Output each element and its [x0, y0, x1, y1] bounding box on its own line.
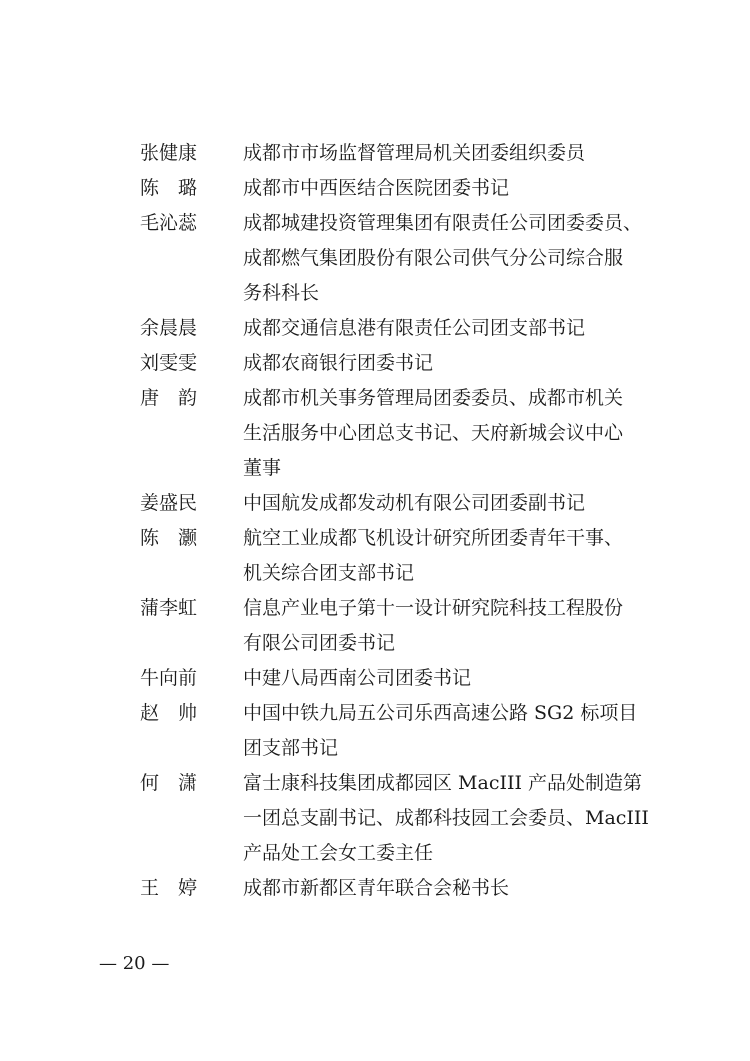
member-organization [243, 136, 680, 171]
member-organization [243, 696, 680, 766]
organization-line: 董事 [243, 457, 282, 479]
member-name: 毛沁蕊 [140, 212, 198, 234]
member-entry [140, 661, 680, 696]
member-organization [243, 591, 680, 661]
member-organization [243, 346, 680, 381]
member-name: 陈 璐 [140, 177, 198, 199]
organization-line: 成都城建投资管理集团有限责任公司团委委员、 [243, 212, 643, 234]
member-organization [243, 311, 680, 346]
member-entry [140, 136, 680, 171]
member-name: 赵 帅 [140, 702, 198, 724]
page-number: — 20 — [99, 953, 170, 974]
member-organization [243, 521, 680, 591]
organization-line: 中建八局西南公司团委书记 [243, 667, 472, 689]
organization-line: 中国中铁九局五公司乐西高速公路 SG2 标项目 [243, 702, 638, 724]
member-name: 刘雯雯 [140, 352, 198, 374]
member-name: 蒲李虹 [140, 597, 198, 619]
organization-line: 航空工业成都飞机设计研究所团委青年干事、 [243, 527, 624, 549]
member-entry [140, 381, 680, 486]
member-entry [140, 871, 680, 906]
organization-line: 团支部书记 [243, 737, 339, 759]
organization-line: 成都市新都区青年联合会秘书长 [243, 877, 510, 899]
member-entry [140, 171, 680, 206]
member-entry [140, 486, 680, 521]
member-organization [243, 171, 680, 206]
member-organization [243, 206, 680, 311]
organization-line: 中国航发成都发动机有限公司团委副书记 [243, 492, 586, 514]
member-entry [140, 311, 680, 346]
organization-line: 务科科长 [243, 282, 320, 304]
organization-line: 成都交通信息港有限责任公司团支部书记 [243, 317, 586, 339]
organization-line: 成都市机关事务管理局团委委员、成都市机关 [243, 387, 624, 409]
organization-line: 富士康科技集团成都园区 MacIII 产品处制造第 [243, 772, 643, 794]
member-name: 陈 灏 [140, 527, 198, 549]
member-name: 何 潇 [140, 772, 198, 794]
organization-line: 信息产业电子第十一设计研究院科技工程股份 [243, 597, 624, 619]
organization-line: 生活服务中心团总支书记、天府新城会议中心 [243, 422, 624, 444]
member-name: 张健康 [140, 142, 198, 164]
member-organization [243, 486, 680, 521]
member-entry [140, 591, 680, 661]
member-organization [243, 766, 680, 871]
organization-line: 成都市中西医结合医院团委书记 [243, 177, 510, 199]
member-entry [140, 346, 680, 381]
member-entry [140, 206, 680, 311]
organization-line: 一团总支副书记、成都科技园工会委员、MacIII [243, 807, 649, 829]
member-organization [243, 381, 680, 486]
member-name: 牛向前 [140, 667, 198, 689]
organization-line: 有限公司团委书记 [243, 632, 396, 654]
member-name: 王 婷 [140, 877, 198, 899]
member-entry [140, 696, 680, 766]
member-organization [243, 871, 680, 906]
organization-line: 机关综合团支部书记 [243, 562, 415, 584]
organization-line: 成都农商银行团委书记 [243, 352, 434, 374]
member-organization [243, 661, 680, 696]
member-list [140, 136, 680, 906]
member-name: 姜盛民 [140, 492, 198, 514]
member-entry [140, 521, 680, 591]
organization-line: 成都燃气集团股份有限公司供气分公司综合服 [243, 247, 624, 269]
organization-line: 成都市市场监督管理局机关团委组织委员 [243, 142, 586, 164]
member-entry [140, 766, 680, 871]
member-name: 余晨晨 [140, 317, 198, 339]
member-name: 唐 韵 [140, 387, 198, 409]
organization-line: 产品处工会女工委主任 [243, 842, 434, 864]
